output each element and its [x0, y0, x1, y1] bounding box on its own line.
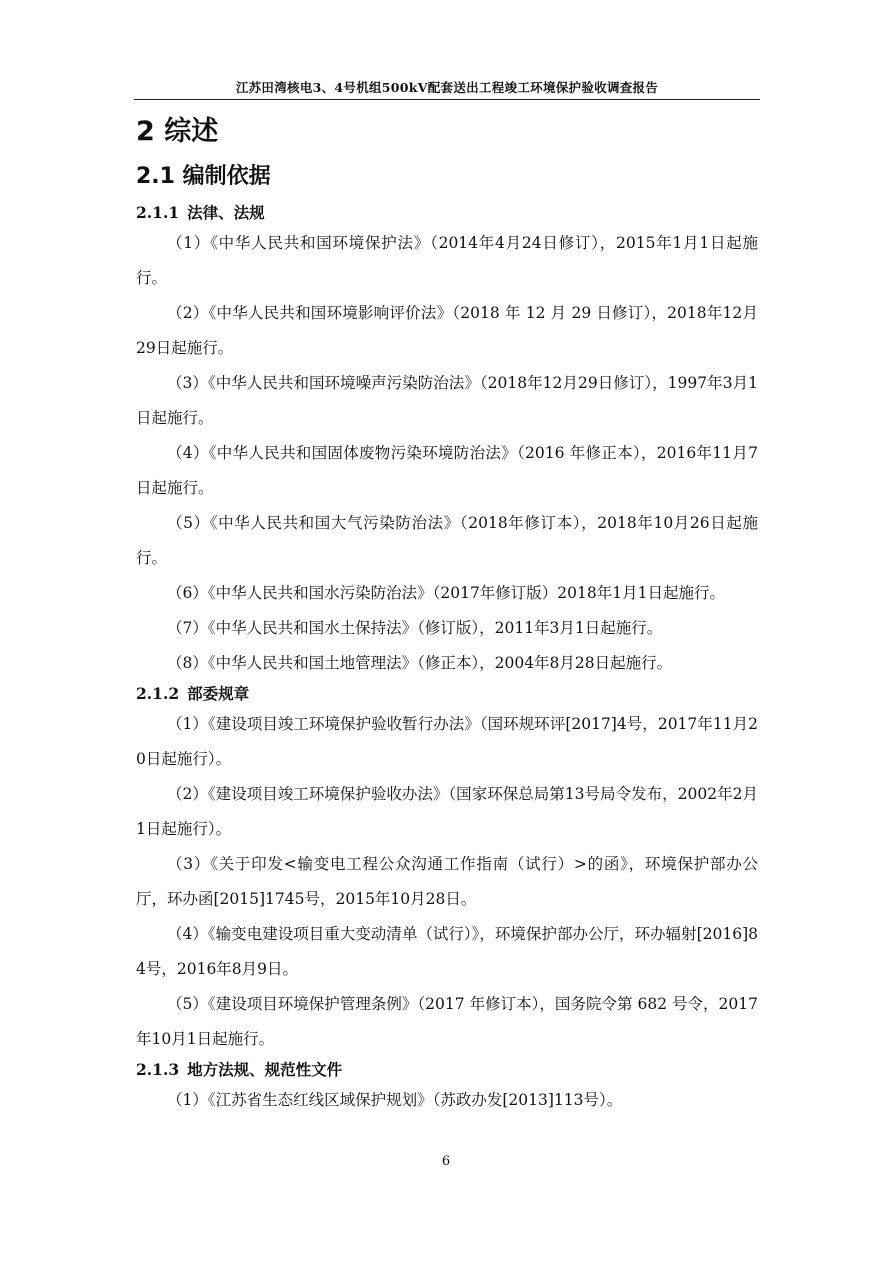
list-item: （1）《江苏省生态红线区域保护规划》（苏政办发[2013]113号）。: [167, 1091, 623, 1109]
page-number: 6: [441, 1154, 451, 1169]
list-item: （1）《中华人民共和国环境保护法》（2014年4月24日修订），2015年1月1日起施行。: [136, 234, 758, 287]
subsection-number: 2.1.3: [136, 1060, 180, 1079]
page-content: [136, 110, 758, 1118]
subsection-heading-ministry-rules: [136, 681, 758, 707]
section-heading: [136, 154, 758, 200]
chapter-heading: [136, 110, 758, 154]
list-item: （6）《中华人民共和国水污染防治法》（2017年修订版）2018年1月1日起施行。: [167, 584, 725, 602]
running-header: 江苏田湾核电3、4号机组500kV配套送出工程竣工环境保护验收调查报告: [235, 80, 659, 95]
chapter-title: 综述: [164, 116, 219, 147]
list-item: （5）《建设项目环境保护管理条例》（2017 年修订本），国务院令第 682 号令，2017年10月1日起施行。: [136, 995, 758, 1048]
list-item: （3）《关于印发<输变电工程公众沟通工作指南（试行）>的函》，环境保护部办公厅，环办函[2015]1745号，2015年10月28日。: [136, 855, 758, 908]
list-item: （5）《中华人民共和国大气污染防治法》（2018年修订本），2018年10月26日起施行。: [136, 514, 758, 567]
subsection-title: 法律、法规: [187, 203, 265, 222]
header-divider: [134, 99, 760, 100]
subsection-number: 2.1.2: [136, 684, 180, 703]
subsection-title: 地方法规、规范性文件: [187, 1060, 343, 1079]
subsection-heading-local-regulations: [136, 1057, 758, 1083]
list-item: （4）《中华人民共和国固体废物污染环境防治法》（2016 年修正本），2016年11月7日起施行。: [136, 444, 758, 497]
list-item: （8）《中华人民共和国土地管理法》（修正本），2004年8月28日起施行。: [167, 654, 673, 672]
list-item: （4）《输变电建设项目重大变动清单（试行）》，环境保护部办公厅，环办辐射[2016]84号，2016年8月9日。: [136, 925, 758, 978]
section-number: 2.1: [136, 164, 175, 189]
subsection-heading-laws: [136, 200, 758, 226]
list-item: （2）《中华人民共和国环境影响评价法》（2018 年 12 月 29 日修订），2018年12月29日起施行。: [136, 304, 758, 357]
list-item: （2）《建设项目竣工环境保护验收办法》（国家环保总局第13号局令发布，2002年2月1日起施行）。: [136, 785, 758, 838]
subsection-title: 部委规章: [187, 684, 250, 703]
section-title: 编制依据: [182, 164, 271, 189]
list-item: （7）《中华人民共和国水土保持法》（修订版），2011年3月1日起施行。: [167, 619, 663, 637]
list-item: （3）《中华人民共和国环境噪声污染防治法》（2018年12月29日修订），1997年3月1日起施行。: [136, 374, 758, 427]
chapter-number: 2: [136, 116, 155, 147]
subsection-number: 2.1.1: [136, 203, 180, 222]
list-item: （1）《建设项目竣工环境保护验收暂行办法》（国环规环评[2017]4号，2017年11月20日起施行）。: [136, 715, 759, 768]
